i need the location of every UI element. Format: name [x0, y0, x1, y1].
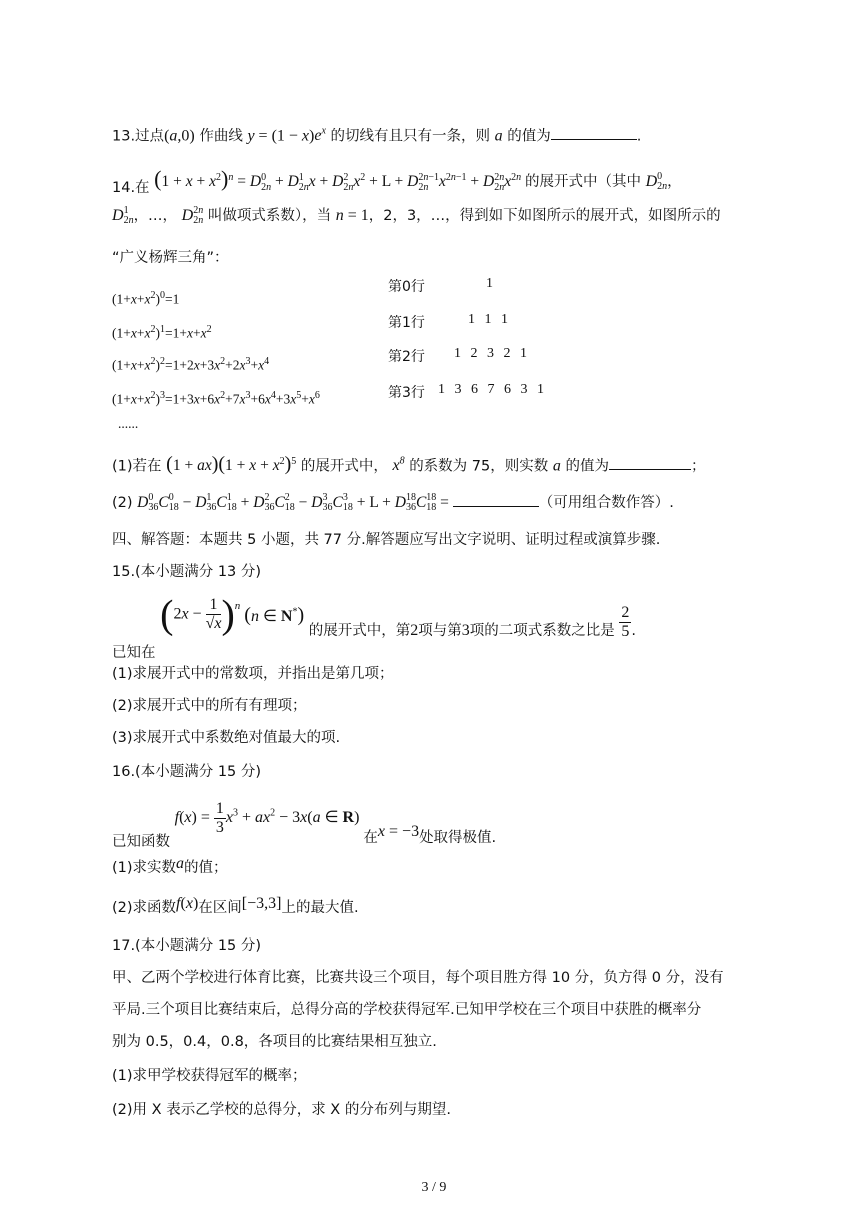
d-2n-2n-math: D2n 2n: [181, 205, 204, 227]
q16-item-2: [112, 895, 359, 918]
combination-sum-math: D0 36C0 18 − D1 36C1 18 + D2 36C2 18 − D3 36C3 18 + L + D18 36C18 18 =: [137, 492, 453, 514]
function-definition-math: f(x) = $\frac{1}{3}$ $x^3 + ax^2 - 3x(a$ ∈ R): [174, 800, 364, 836]
q14-p2-b: （可用组合数作答）.: [538, 495, 674, 511]
q14-p1-a: (1)若在: [112, 458, 162, 475]
expansion-row-3: $(1+x+x^2)^3=1+3x+6x^2+7x^3+6x^4+3x^5+x^6$: [112, 390, 320, 407]
q13-text-d: 的值为: [507, 128, 551, 145]
q13-period: .: [636, 128, 642, 145]
q13-text-c: 的切线有且只有一条，则: [330, 128, 491, 145]
d-2n-1-math: D1 2n: [112, 205, 134, 227]
binomial-expression-math: (2x − $\frac{1}{√x}$ )$^n$ (n ∈ N*): [160, 591, 305, 637]
x8-math: $x^8$: [392, 456, 405, 475]
var-a-math: a: [494, 127, 503, 145]
q15-item-2: (2)求展开式中的所有有理项；: [112, 698, 307, 714]
q15-stem-end: .: [631, 622, 636, 639]
curve-equation-math: y: [247, 127, 255, 145]
expansion-equation-math: $(1 + x + x^2)^n = D0$ 2n + D1 2nx + D2 $2nx^2 + L + D2n-1$ 2n $x^{2n-1} + D2n$ $2nx^{2n}$: [154, 166, 522, 193]
q17-line-2: 平局.三个项目比赛结束后，总得分高的学校获得冠军.已知甲学校在三个项目中获胜的概率分: [112, 1002, 702, 1018]
triangle-row-2-label: 第2行: [388, 349, 425, 365]
q16-item-1: [112, 855, 228, 878]
q17-line-1: 甲、乙两个学校进行体育比赛，比赛共设三个项目，每个项目胜方得 10 分，负方得 0 分，没有: [112, 970, 724, 986]
question-13: 13.过点(a,0) 作曲线 $y = (1 - x)e^x$ 的切线有且只有一条，则 a 的值为 .: [112, 126, 642, 145]
q15-stem-d: 项的二项式系数之比是: [469, 622, 615, 639]
point-a-0-math: (a,0): [164, 127, 195, 145]
q14-line2-a: ，…，: [133, 208, 178, 224]
q15-item-3: (3)求展开式中系数绝对值最大的项.: [112, 730, 341, 746]
q15-stem-c: 项与第: [418, 622, 462, 639]
question-14-part-1: [112, 452, 705, 476]
ratio-2-5-math: $\frac{2}{5}$: [621, 604, 630, 640]
q16-heading: 16.(本小题满分 15 分): [112, 764, 262, 780]
triangle-row-3-nums: 1 3 6 7 6 3 1: [438, 382, 544, 397]
question-14-line-1: 14.在 $(1 + x + x^2)^n = D0$ 2n + D1 2nx + D2 $2nx^2 + L + D2n-1$ 2n $x^{2n-1} + D2n$ $2nx^{2n}$ 的展开式中（其中 D0 2n，: [112, 166, 682, 197]
var-a-math-2: a: [552, 457, 561, 475]
q14-p1-end: ；: [690, 458, 706, 475]
q16-stem-b: 在: [363, 830, 378, 847]
expansion-row-1: $(1+x+x^2)^1=1+x+x^2$: [112, 324, 212, 341]
q16-item1-a: (1)求实数: [112, 860, 177, 876]
q14-intro-b: 的展开式中（其中: [524, 174, 641, 191]
question-14-line-2: [112, 206, 721, 226]
q14-p1-d: 的值为: [565, 458, 609, 475]
triangle-row-1-label: 第1行: [388, 315, 425, 331]
triangle-row-0-nums: 1: [486, 276, 493, 291]
q16-item1-b: 的值；: [184, 860, 228, 876]
q13-text-a: 13.过点: [112, 128, 165, 145]
answer-blank-13: [551, 125, 637, 140]
q16-stem-c: 处取得极值.: [419, 830, 497, 847]
triangle-ellipsis: ......: [118, 416, 139, 431]
q17-line-3: 别为 0.5，0.4，0.8，各项目的比赛结果相互独立.: [112, 1034, 437, 1050]
q17-item-2: (2)用 X 表示乙学校的总得分，求 X 的分布列与期望.: [112, 1102, 451, 1118]
q13-text-b: 作曲线: [199, 128, 243, 145]
d-2n-0-math: D0 2n: [645, 171, 668, 193]
q17-heading: 17.(本小题满分 15 分): [112, 938, 262, 954]
q14-p1-c: 的系数为 75，则实数: [409, 458, 549, 475]
q15-item-1: (1)求展开式中的常数项，并指出是第几项；: [112, 666, 394, 682]
section-4-heading: 四、解答题：本题共 5 小题，共 77 分.解答题应写出文字说明、证明过程或演算步骤.: [112, 532, 661, 548]
answer-blank-14-2: [453, 492, 539, 507]
q16-item2-c: 上的最大值.: [281, 900, 359, 916]
q15-stem-b: 的展开式中，第: [308, 622, 411, 639]
triangle-row-3-label: 第3行: [388, 385, 425, 401]
triangle-row-0-label: 第0行: [388, 279, 425, 295]
n-equals-1-math: n = 1: [335, 207, 369, 224]
triangle-row-1-nums: 1 1 1: [468, 312, 508, 327]
q14-intro: 14.在: [112, 180, 150, 197]
triangle-row-2-nums: 1 2 3 2 1: [454, 346, 527, 361]
interval-math: [−3,3]: [241, 895, 282, 912]
var-a-math-3: a: [176, 855, 185, 872]
q17-item-1: (1)求甲学校获得冠军的概率；: [112, 1068, 307, 1084]
q15-stem: 已知在 (2x − $\frac{1}{√x}$ )$^n$ (n ∈ N*) 的展开式中，第2项与第3项的二项式系数之比是 $\frac{2}{5}$ .: [112, 591, 636, 661]
q16-stem: 已知函数 f(x) = $\frac{1}{3}$ $x^3 + ax^2 - 3x(a$ ∈ R) 在x = −3处取得极值.: [112, 800, 497, 851]
q14-line2-c: ，2，3，…，得到如下如图所示的展开式，如图所示的: [368, 208, 721, 224]
q14-line2-b: 叫做项式系数），当: [207, 208, 332, 224]
product-expression-math: $(1 + ax)(1 + x + x^2)^5$: [166, 453, 297, 476]
expansion-row-2: $(1+x+x^2)^2=1+2x+3x^2+2x^3+x^4$: [112, 356, 270, 373]
q16-stem-a: 已知函数: [112, 834, 170, 851]
q14-p1-b: 的展开式中，: [300, 458, 388, 475]
q16-item2-a: (2)求函数: [112, 900, 177, 916]
page-number: 3 / 9: [421, 1180, 447, 1195]
q15-heading: 15.(本小题满分 13 分): [112, 564, 262, 580]
expansion-row-0: $(1+x+x^2)^0=1$: [112, 290, 180, 307]
fx-math: f(x): [176, 895, 199, 912]
answer-blank-14-1: [609, 455, 691, 470]
q14-p2-a: (2): [112, 495, 133, 511]
question-14-line-3: “广义杨辉三角”：: [112, 250, 229, 266]
q15-stem-a: 已知在: [112, 644, 156, 661]
question-14-part-2: [112, 492, 674, 513]
q16-item2-b: 在区间: [198, 900, 242, 916]
